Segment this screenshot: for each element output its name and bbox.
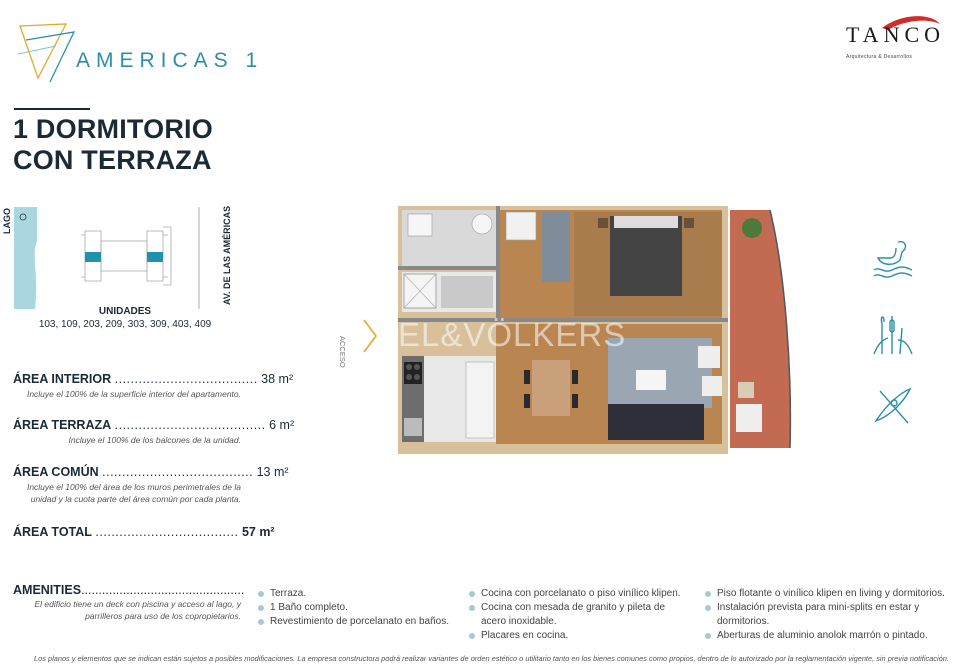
title-line-1: 1 DORMITORIO: [13, 114, 213, 144]
area-interior: [13, 372, 294, 400]
area-dots: ......................................: [102, 465, 254, 479]
keyplan-lake-label: LAGO: [2, 208, 12, 234]
disclaimer-footer: Los planos y elementos que se indican están sujetos a posibles modificaciones. La empresa constructora podrá realizar variantes de orden estético o utilitario tanto en los bienes comunes como propios, dentro de lo autorizado por la reglamentación vigente, sin previa notificación.: [34, 654, 949, 663]
page-title: [13, 114, 213, 176]
units-list: 103, 109, 203, 209, 303, 309, 403, 409: [38, 319, 212, 330]
area-dots: ....................................: [95, 525, 239, 539]
area-value: 38 m²: [261, 372, 294, 386]
area-note: Incluye el 100% del área de los muros perimetrales de la unidad y la cuota parte del área común por cada planta.: [26, 482, 241, 504]
developer-name: TANCO: [846, 22, 946, 47]
amenities-col-2: [467, 587, 692, 643]
amenities-note: El edificio tiene un deck con piscina y acceso al lago, y parrilleros para uso de los copropietarios.: [34, 599, 241, 621]
amenity-item: Aberturas de aluminio anolok marrón o pintado.: [703, 629, 953, 643]
area-dots: ....................................: [114, 372, 258, 386]
amenity-item: Cocina con porcelanato o piso vinílico klipen.: [467, 587, 692, 601]
amenity-item: Cocina con mesada de granito y pileta de acero inoxidable.: [467, 601, 692, 629]
amenity-item: Instalación prevista para mini-splits en estar y dormitorios.: [703, 601, 953, 629]
area-label: ÁREA TERRAZA: [13, 418, 112, 432]
area-value: 57 m²: [241, 525, 275, 539]
amenities-label: AMENITIES: [13, 583, 82, 597]
title-line-2: CON TERRAZA: [13, 145, 212, 175]
area-comun: [13, 465, 289, 505]
area-note: Incluye el 100% de los balcones de la unidad.: [68, 435, 241, 445]
area-note: Incluye el 100% de la superficie interior del apartamento.: [26, 389, 241, 399]
reeds-icon: [870, 310, 916, 356]
amenities-title: [13, 583, 245, 597]
developer-tagline: Arquitectura & Desarrollos: [846, 54, 913, 60]
amenity-item: 1 Baño completo.: [256, 601, 456, 615]
title-rule: [14, 108, 90, 110]
area-terraza: [13, 418, 295, 446]
watermark: EL&VÖLKERS: [398, 316, 627, 353]
kayak-icon: [870, 383, 916, 429]
amenities-col-1: [256, 587, 456, 629]
swan-icon: [870, 236, 916, 282]
area-label: ÁREA COMÚN: [13, 465, 99, 479]
area-label: ÁREA INTERIOR: [13, 372, 112, 386]
area-value: 13 m²: [256, 465, 289, 479]
amenities-col-3: [703, 587, 953, 643]
amenity-item: Revestimiento de porcelanato en baños.: [256, 615, 456, 629]
triangle-logo-icon: [16, 20, 76, 84]
key-plan: [13, 205, 238, 310]
area-total: [13, 525, 275, 539]
keyplan-avenue-label: AV. DE LAS AMÉRICAS: [222, 205, 232, 305]
area-value: 6 m²: [269, 418, 295, 432]
area-label: ÁREA TOTAL: [13, 525, 92, 539]
brand-name: AMERICAS 1: [76, 49, 264, 72]
amenities-dots: ...............................................: [81, 583, 245, 597]
amenity-item: Terraza.: [256, 587, 456, 601]
amenity-item: Piso flotante o vinílico klipen en living y dormitorios.: [703, 587, 953, 601]
units-title: UNIDADES: [98, 306, 152, 317]
area-dots: ......................................: [114, 418, 266, 432]
amenity-item: Placares en cocina.: [467, 629, 692, 643]
entry-label: ACCESO: [338, 336, 347, 368]
